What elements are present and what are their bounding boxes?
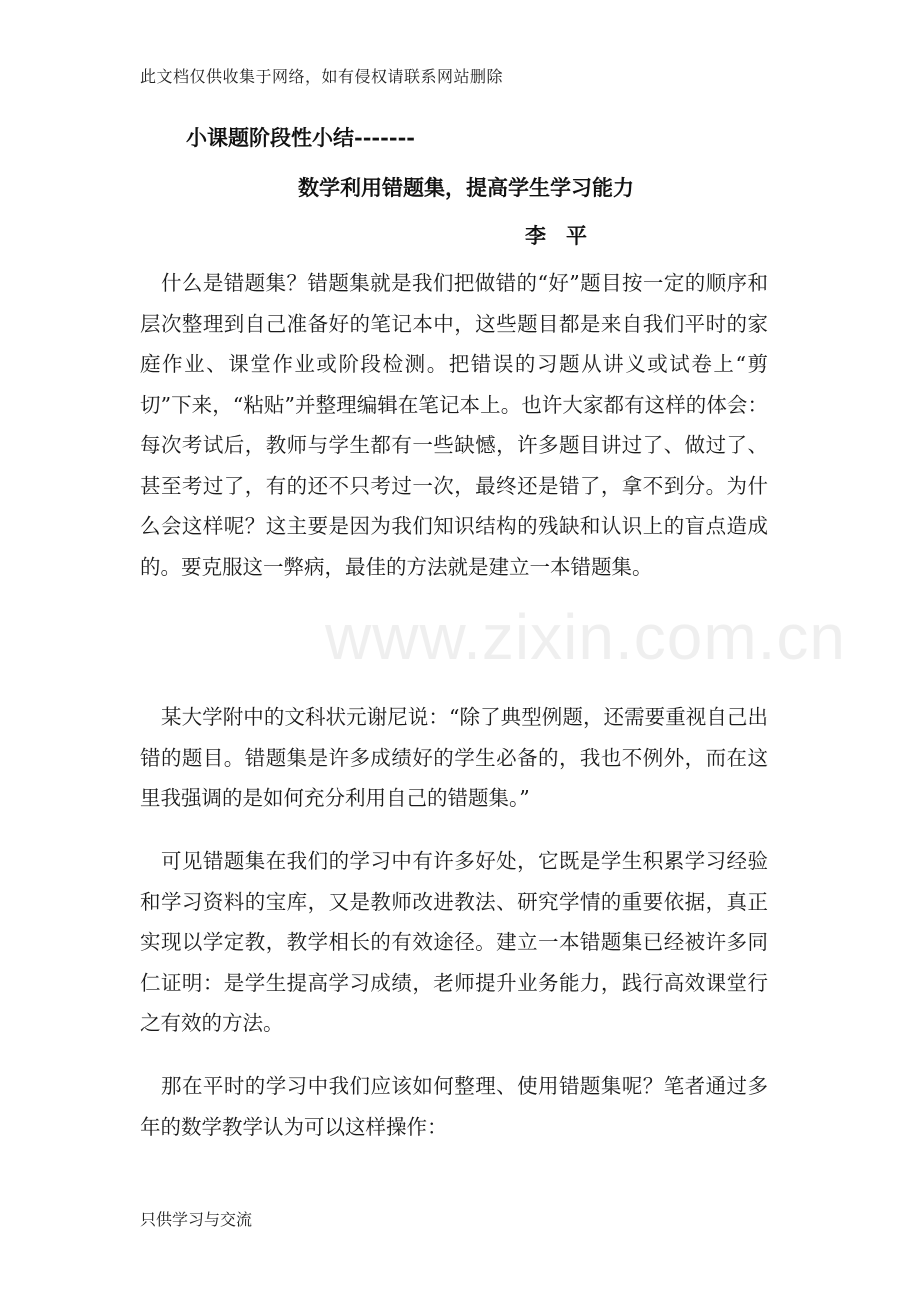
stage-title: 小课题阶段性小结------- — [186, 125, 416, 150]
paragraph: 某大学附中的文科状元谢尼说：“除了典型例题，还需要重视自己出错的题目。错题集是许多成绩好的学生必备的，我也不例外，而在这里我强调的是如何充分利用自己的错题集。” — [140, 705, 768, 810]
paragraph: 什么是错题集？错题集就是我们把做错的“好”题目按一定的顺序和层次整理到自己准备好的笔记本中，这些题目都是来自我们平时的家庭作业、课堂作业或阶段检测。把错误的习题从讲义或试卷上“剪切”下来，“粘贴”并整理编辑在笔记本上。也许大家都有这样的体会：每次考试后，教师与学生都有一些缺憾，许多题目讲过了、做过了、甚至考过了，有的还不只考过一次，最终还是错了，拿不到分。为什么会这样呢？这主要是因为我们知识结构的残缺和认识上的盲点造成的。要克服这一弊病，最佳的方法就是建立一本错题集。 — [140, 271, 768, 579]
paragraph: 那在平时的学习中我们应该如何整理、使用错题集呢？笔者通过多年的数学教学认为可以这样操作： — [140, 1074, 768, 1139]
watermark: www.zixin.com.cn — [325, 601, 846, 673]
footer-note: 只供学习与交流 — [140, 1210, 253, 1229]
page-title: 数学利用错题集，提高学生学习能力 — [298, 175, 634, 200]
paragraph: 可见错题集在我们的学习中有许多好处，它既是学生积累学习经验和学习资料的宝库，又是教师改进教法、研究学情的重要依据，真正实现以学定教，教学相长的有效途径。建立一本错题集已经被许多同仁证明：是学生提高学习成绩，老师提升业务能力，践行高效课堂行之有效的方法。 — [140, 849, 768, 1035]
author-name: 李平 — [525, 223, 607, 248]
header-disclaimer: 此文档仅供收集于网络，如有侵权请联系网站删除 — [140, 67, 504, 86]
